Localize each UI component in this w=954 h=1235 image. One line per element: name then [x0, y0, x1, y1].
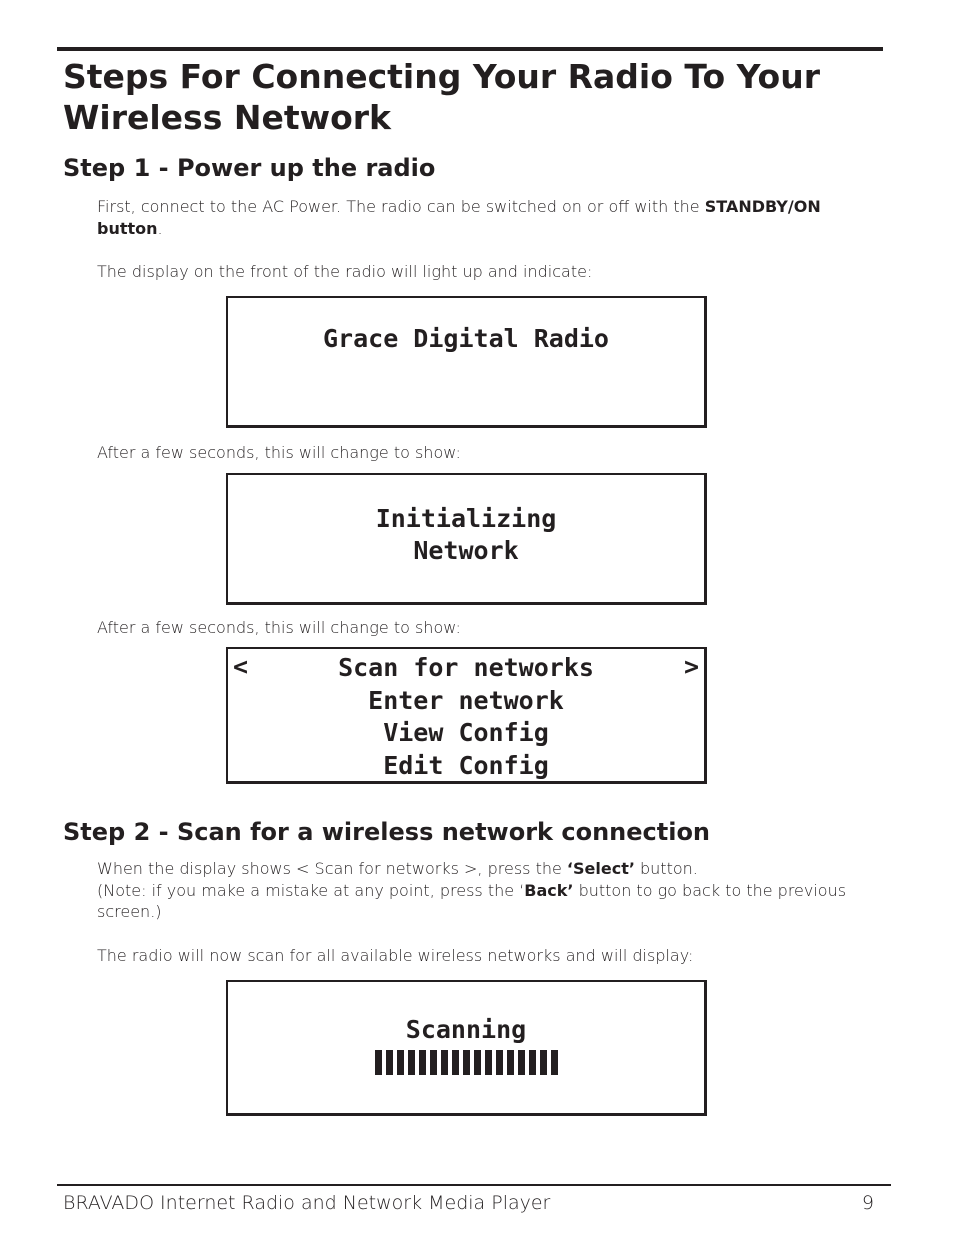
step2-paragraph-1: [97, 858, 847, 923]
page-number: 9: [861, 1192, 874, 1214]
step2-paragraph-1-d: button to go back to the previous screen.): [97, 880, 847, 921]
step1-heading: Step 1 - Power up the radio: [63, 154, 436, 182]
progress-segment: [518, 1050, 525, 1075]
lcd-display-initializing: [226, 473, 707, 605]
progress-segment: [529, 1050, 536, 1075]
progress-segment: [474, 1050, 481, 1075]
lcd-line: Scanning: [405, 1015, 527, 1044]
progress-segment: [452, 1050, 459, 1075]
step1-paragraph-1-end: .: [157, 218, 163, 238]
step1-paragraph-1: [97, 196, 847, 239]
step1-after-text-2: After a few seconds, this will change to show:: [97, 618, 461, 637]
step2-paragraph-1-b: button.: [634, 859, 698, 878]
progress-segment: [386, 1050, 393, 1075]
scanning-progress-bar: [228, 1050, 704, 1075]
menu-item-scan-for-networks: Scan for networks: [338, 653, 594, 682]
page-title: Steps For Connecting Your Radio To Your Wireless Network: [63, 57, 820, 137]
progress-segment: [496, 1050, 503, 1075]
lcd-display-startup: [226, 296, 707, 428]
progress-segment: [540, 1050, 547, 1075]
progress-segment: [408, 1050, 415, 1075]
step2-paragraph-1-c: (Note: if you make a mistake at any point, press the ‘: [97, 880, 525, 900]
progress-segment: [485, 1050, 492, 1075]
step1-paragraph-1-text: First, connect to the AC Power. The radio can be switched on or off with the: [97, 197, 705, 216]
progress-segment: [463, 1050, 470, 1075]
step1-after-text-1: After a few seconds, this will change to show:: [97, 443, 461, 462]
menu-item-edit-config: Edit Config: [383, 750, 549, 780]
step2-paragraph-1-a: When the display shows < Scan for networks >, press the: [97, 859, 567, 878]
lcd-line: Grace Digital Radio: [323, 324, 609, 353]
back-button-label: Back’: [524, 880, 574, 900]
lcd-line: Network: [413, 536, 519, 565]
lcd-display-scanning: [226, 980, 707, 1116]
right-arrow-icon: >: [683, 652, 699, 681]
left-arrow-icon: <: [233, 652, 249, 681]
top-rule: [57, 47, 883, 51]
menu-item-view-config: View Config: [383, 718, 549, 747]
lcd-display-network-menu: [226, 647, 707, 784]
footer-text: BRAVADO Internet Radio and Network Media Player: [63, 1192, 551, 1214]
progress-segment: [419, 1050, 426, 1075]
menu-item-enter-network: Enter network: [368, 685, 564, 715]
step2-paragraph-2: The radio will now scan for all available wireless networks and will display:: [97, 946, 694, 965]
progress-segment: [507, 1050, 514, 1075]
progress-segment: [397, 1050, 404, 1075]
progress-segment: [441, 1050, 448, 1075]
step1-paragraph-2: The display on the front of the radio will light up and indicate:: [97, 262, 593, 281]
select-button-label: ‘Select’: [566, 859, 635, 878]
footer-rule: [57, 1184, 891, 1186]
progress-segment: [551, 1050, 558, 1075]
step2-heading: Step 2 - Scan for a wireless network connection: [63, 818, 711, 846]
standby-on-button-label: STANDBY/ON button: [97, 197, 821, 238]
progress-segment: [375, 1050, 382, 1075]
progress-segment: [430, 1050, 437, 1075]
lcd-line: Initializing: [375, 504, 557, 533]
